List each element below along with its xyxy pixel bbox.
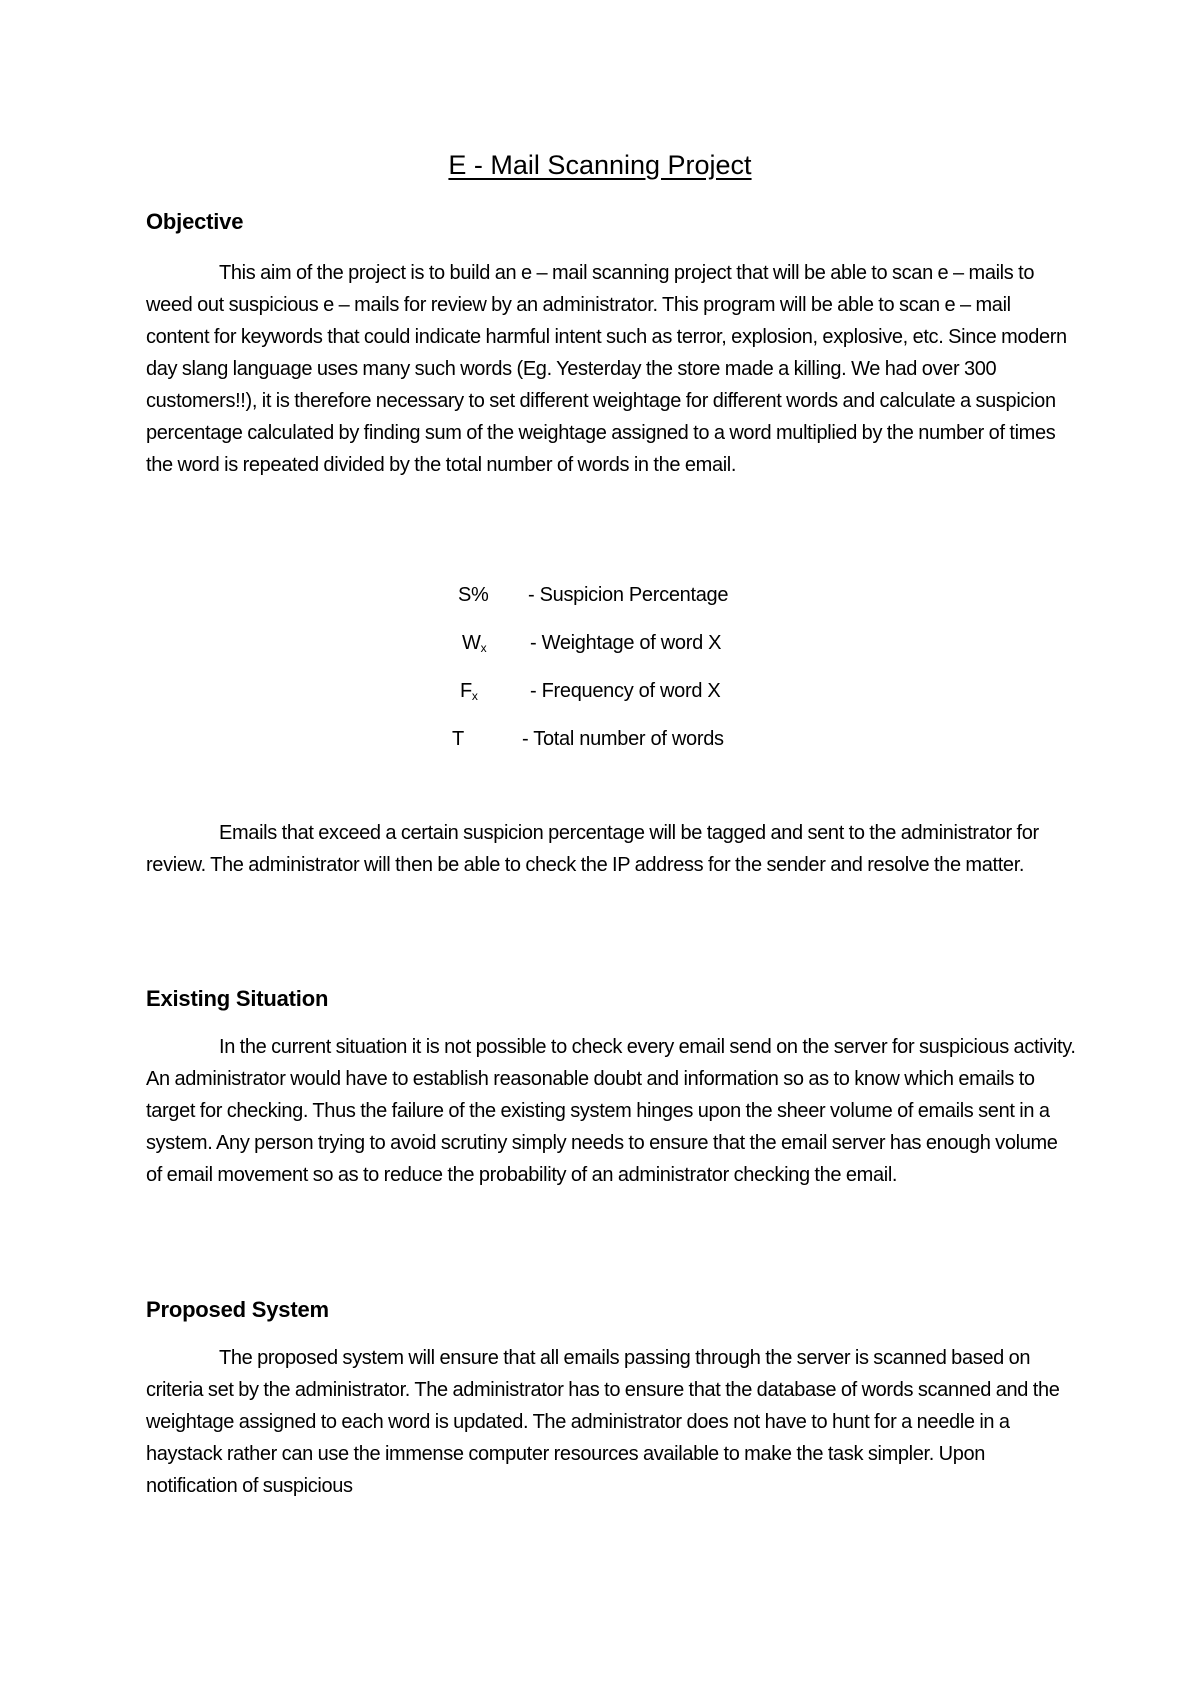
paragraph-objective-followup: Emails that exceed a certain suspicion percentage will be tagged and sent to the administrator for review. The administrator will then be able to check the IP address for the sender and resolve the matter. — [146, 822, 1039, 876]
paragraph-objective: This aim of the project is to build an e – mail scanning project that will be able to scan e – mails to weed out suspicious e – mails for review by an administrator. This program will be able to scan e – mail content for keywords that could indicate harmful intent such as terror, explosion, explosive, etc. Since modern day slang language uses many such words (Eg. Yesterday the store made a killing. We had over 300 customers!!), it is therefore necessary to set different weightage for different words and calculate a suspicion percentage calculated by finding sum of the weightage assigned to a word multiplied by the number of times the word is repeated divided by the total number of words in the email. — [146, 262, 1067, 476]
heading-proposed-system: Proposed System — [146, 1297, 329, 1322]
legend-row — [440, 676, 800, 706]
paragraph-proposed-system: The proposed system will ensure that all emails passing through the server is scanned based on criteria set by the administrator. The administrator has to ensure that the database of words scanned and the weightage assigned to each word is updated. The administrator does not have to hunt for a needle in a haystack rather can use the immense computer resources available to make the task simpler. Upon notification of suspicious — [146, 1347, 1060, 1497]
legend-row — [440, 580, 800, 610]
legend-row — [440, 724, 800, 754]
heading-objective: Objective — [146, 209, 244, 234]
legend-symbol: $W_x$ — [462, 632, 487, 655]
legend-description: - Suspicion Percentage — [528, 584, 729, 606]
legend-symbol: $F_x$ — [460, 680, 478, 703]
legend-symbol: T — [452, 728, 464, 750]
legend-description: - Frequency of word X — [530, 680, 721, 702]
legend-symbol: S% — [458, 584, 489, 606]
legend-row — [440, 628, 800, 658]
heading-existing-situation: Existing Situation — [146, 986, 329, 1011]
legend-description: - Total number of words — [522, 728, 724, 750]
document-title: E - Mail Scanning Project — [448, 150, 752, 180]
legend-description: - Weightage of word X — [530, 632, 722, 654]
paragraph-existing-situation: In the current situation it is not possible to check every email send on the server for suspicious activity. An administrator would have to establish reasonable doubt and information so as to know which emails to target for checking. Thus the failure of the existing system hinges upon the sheer volume of emails sent in a system. Any person trying to avoid scrutiny simply needs to ensure that the email server has enough volume of email movement so as to reduce the probability of an administrator checking the email. — [146, 1036, 1076, 1186]
